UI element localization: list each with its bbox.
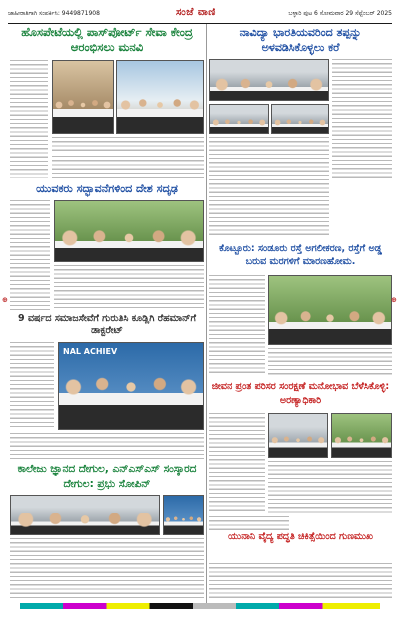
headline-unani: ಯುನಾನಿ ವೈದ್ಯ ಪದ್ಧತಿ ಚಿಕಿತ್ಸೆಯಿಂದ ಗುಣಮುಖ <box>228 531 373 542</box>
photo-passport-stage <box>52 60 114 134</box>
article-forest-text <box>209 413 265 513</box>
photo-nss-2 <box>163 495 204 535</box>
article-kottur-cont <box>268 348 392 375</box>
photo-forest-2 <box>331 413 392 458</box>
print-color-bar <box>20 603 380 609</box>
photo-passport-group <box>116 60 204 134</box>
photo-vidya-2 <box>271 104 329 134</box>
article-youth-text <box>10 200 50 310</box>
masthead: ಸಂಜೆ ವಾಣಿ <box>176 7 216 18</box>
ad-contact-label: ಜಾಹೀರಾತಿಗಾಗಿ ಸಂಪರ್ಕಿಸಿ: 9449871908 <box>8 10 100 17</box>
headline-passport: ಹೊಸಪೇಟೆಯಲ್ಲಿ ಪಾಸ್‌ಪೋರ್ಟ್ ಸೇವಾ ಕೇಂದ್ರ ಆರಂಭಿಸಲು ಮನವಿ <box>21 25 193 54</box>
article-doctorate-text <box>10 342 54 430</box>
issue-date: ಬಳ್ಳಾರಿ ಪುಟ 6 ಸೋಮವಾರ 29 ಸೆಪ್ಟೆಂಬರ್ 2025 <box>288 10 392 17</box>
headline-nss-college: ಕಾಲೇಜು ಜ್ಞಾನದ ದೇಗುಲ, ಎನ್‌ಎಸ್‌ಎಸ್ ಸಂಸ್ಕಾರದ ದೇಗುಲ: ಪ್ರಭು ಸೋಪಿನ್ <box>17 463 197 490</box>
photo-vidya-1 <box>209 104 269 134</box>
headline-youth: ಯುವಕರು ಸದ್ಭಾವನೆಗಳಿಂದ ದೇಶ ಸದೃಢ <box>36 182 178 195</box>
photo-kottur-trees <box>268 275 392 345</box>
photo-passport-caption <box>52 137 204 153</box>
article-forest-cont <box>268 461 392 513</box>
column-divider <box>206 24 207 604</box>
article-unani-kicker <box>209 516 289 530</box>
photo-vidya-stage <box>209 59 329 101</box>
article-youth-cont <box>54 265 204 310</box>
registration-mark-icon: ⊕ <box>391 296 397 304</box>
photo-forest-1 <box>268 413 328 458</box>
article-passport-cont <box>52 156 204 178</box>
photo-nss <box>10 495 160 535</box>
header-rule <box>8 23 392 24</box>
headline-forest: ಜೀವನ ಪ್ರಂತ ಪರಿಸರ ಸಂರಕ್ಷಣೆ ಮನೋಭಾವ ಬೆಳೆಸಿಕೊಳ್ಳಿ: ಅರಣ್ಯಾಧಿಕಾರಿ <box>211 381 390 406</box>
headline-vidya-bharati: ನಾವಿದ್ಯಾ ಭಾರತಿಯವರಿಂದ ತಪ್ಪನ್ನು ಅಳವಡಿಸಿಕೊಳ್ಳಲು ಕರೆ <box>239 26 362 54</box>
page-header <box>8 6 392 22</box>
article-kottur-text <box>209 275 265 375</box>
article-vidya-text-right <box>332 59 392 179</box>
article-nss-text <box>10 538 204 600</box>
article-unani-text <box>209 563 392 600</box>
article-doctorate-cont <box>10 433 204 459</box>
article-passport-text <box>10 60 48 178</box>
headline-doctorate: 9 ವರ್ಷದ ಸಮಾಜಸೇವೆಗೆ ಗುರುತಿಸಿ ಕೂಡ್ಲಿಗಿ ರೆಹಮಾನ್‌ಗೆ ಡಾಕ್ಟರೇಟ್ <box>18 313 196 336</box>
registration-mark-icon: ⊕ <box>2 296 8 304</box>
photo-youth-rally <box>54 200 204 262</box>
photo-banner-text: NAL ACHIEV <box>63 347 118 356</box>
photo-doctorate <box>58 342 204 430</box>
headline-kottur-road: ಕೊಟ್ಟೂರು: ಸಂಡೂರು ರಸ್ತೆ ಅಗಲೀಕರಣ, ರಸ್ತೆಗೆ ಅಡ್ಡ ಬರುವ ಮರಗಳಿಗೆ ಮಾರಣಹೋಮ. <box>219 243 382 267</box>
article-vidya-text <box>209 137 329 237</box>
